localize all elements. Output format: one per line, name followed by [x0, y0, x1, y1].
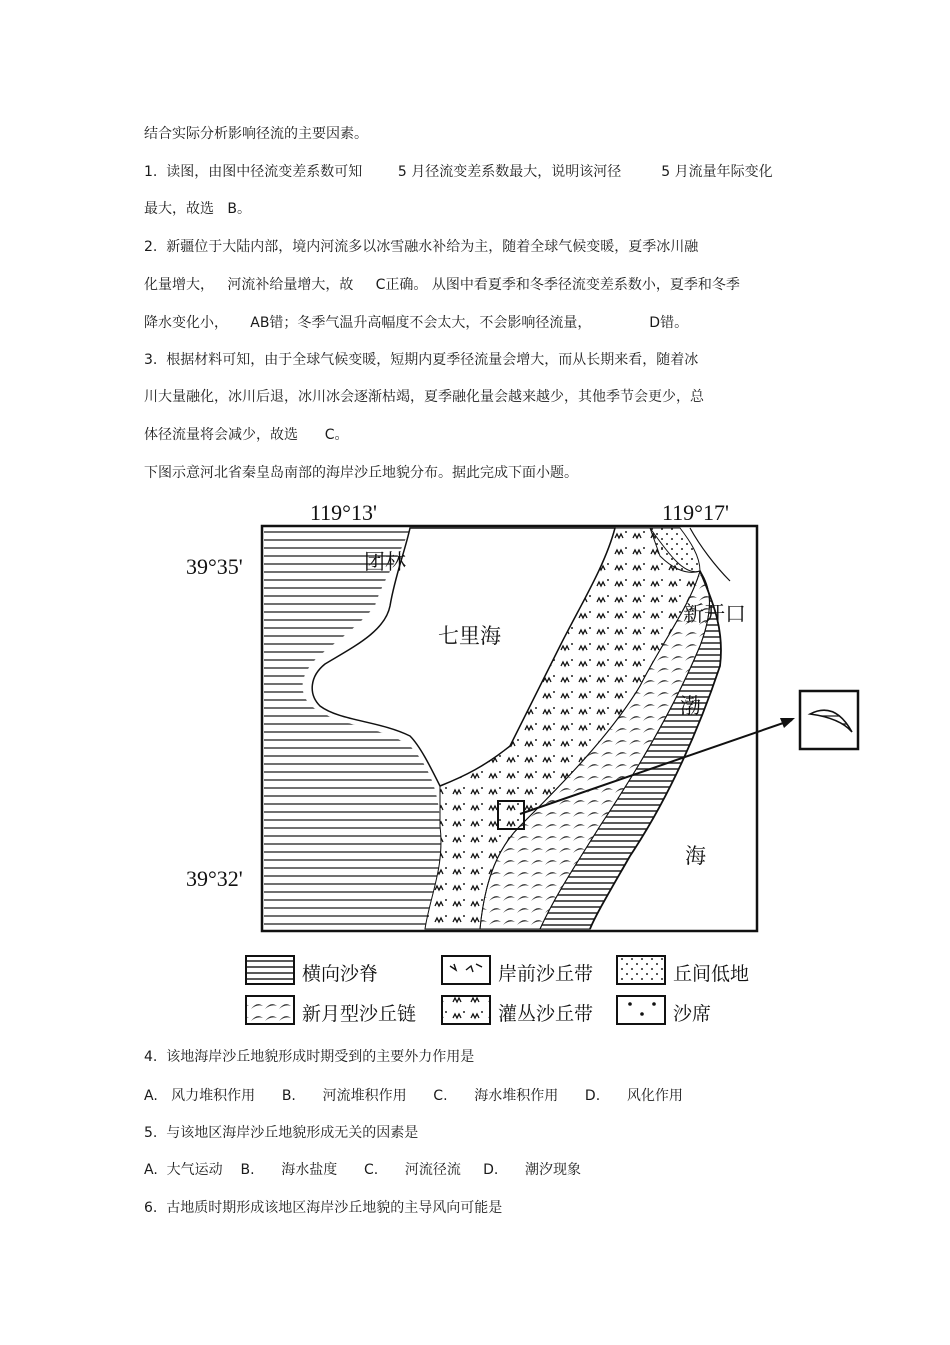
text-line: 2. 新疆位于大陆内部，境内河流多以冰雪融水补给为主，随着全球气候变暖，夏季冰川融	[144, 239, 699, 255]
legend-label: 沙席	[673, 1003, 712, 1025]
question-6: 6. 古地质时期形成该地区海岸沙丘地貌的主导风向可能是	[144, 1200, 503, 1216]
longitude-right-label: 119°17'	[662, 500, 729, 525]
longitude-left-label: 119°13'	[310, 500, 377, 525]
legend-label: 丘间低地	[673, 963, 750, 985]
text-line: 最大，故选 B。	[144, 201, 251, 217]
legend-label: 灌丛沙丘带	[498, 1003, 594, 1025]
text-line: 川大量融化，冰川后退，冰川冰会逐渐枯竭，夏季融化量会越来越少，其他季节会更少，总	[144, 389, 704, 405]
place-label-qilihai: 七里海	[438, 624, 501, 648]
question-4: 4. 该地海岸沙丘地貌形成时期受到的主要外力作用是	[144, 1049, 475, 1065]
text-line: 1. 读图，由图中径流变差系数可知 5 月径流变差系数最大，说明该河径 5 月流量年际变化	[144, 164, 773, 180]
legend-label: 横向沙脊	[302, 963, 379, 985]
latitude-bottom-label: 39°32'	[186, 866, 243, 891]
legend-label: 岸前沙丘带	[498, 963, 594, 985]
question-5: 5. 与该地区海岸沙丘地貌形成无关的因素是	[144, 1125, 419, 1141]
sea-label-bo: 渤	[680, 694, 701, 718]
coastal-dune-map	[180, 496, 870, 1041]
place-label-tuanlin: 团林	[364, 550, 406, 574]
question-4-options: A. 风力堆积作用 B. 河流堆积作用 C. 海水堆积作用 D. 风化作用	[144, 1088, 683, 1104]
legend-label: 新月型沙丘链	[302, 1003, 417, 1025]
text-line: 化量增大， 河流补给量增大，故 C正确。 从图中看夏季和冬季径流变差系数小，夏季和冬季	[144, 277, 740, 293]
latitude-top-label: 39°35'	[186, 554, 243, 579]
text-line: 结合实际分析影响径流的主要因素。	[144, 126, 368, 142]
text-line: 3. 根据材料可知，由于全球气候变暖，短期内夏季径流量会增大，而从长期来看，随着冰	[144, 352, 699, 368]
text-line: 体径流量将会减少，故选 C。	[144, 427, 349, 443]
place-label-xinkaikou: 新开口	[683, 602, 746, 626]
sea-label-hai: 海	[685, 844, 706, 868]
question-5-options: A. 大气运动 B. 海水盐度 C. 河流径流 D. 潮汐现象	[144, 1162, 582, 1178]
text-line: 降水变化小， AB错；冬季气温升高幅度不会太大，不会影响径流量， D错。	[144, 315, 689, 331]
text-line: 下图示意河北省秦皇岛南部的海岸沙丘地貌分布。据此完成下面小题。	[144, 465, 578, 481]
